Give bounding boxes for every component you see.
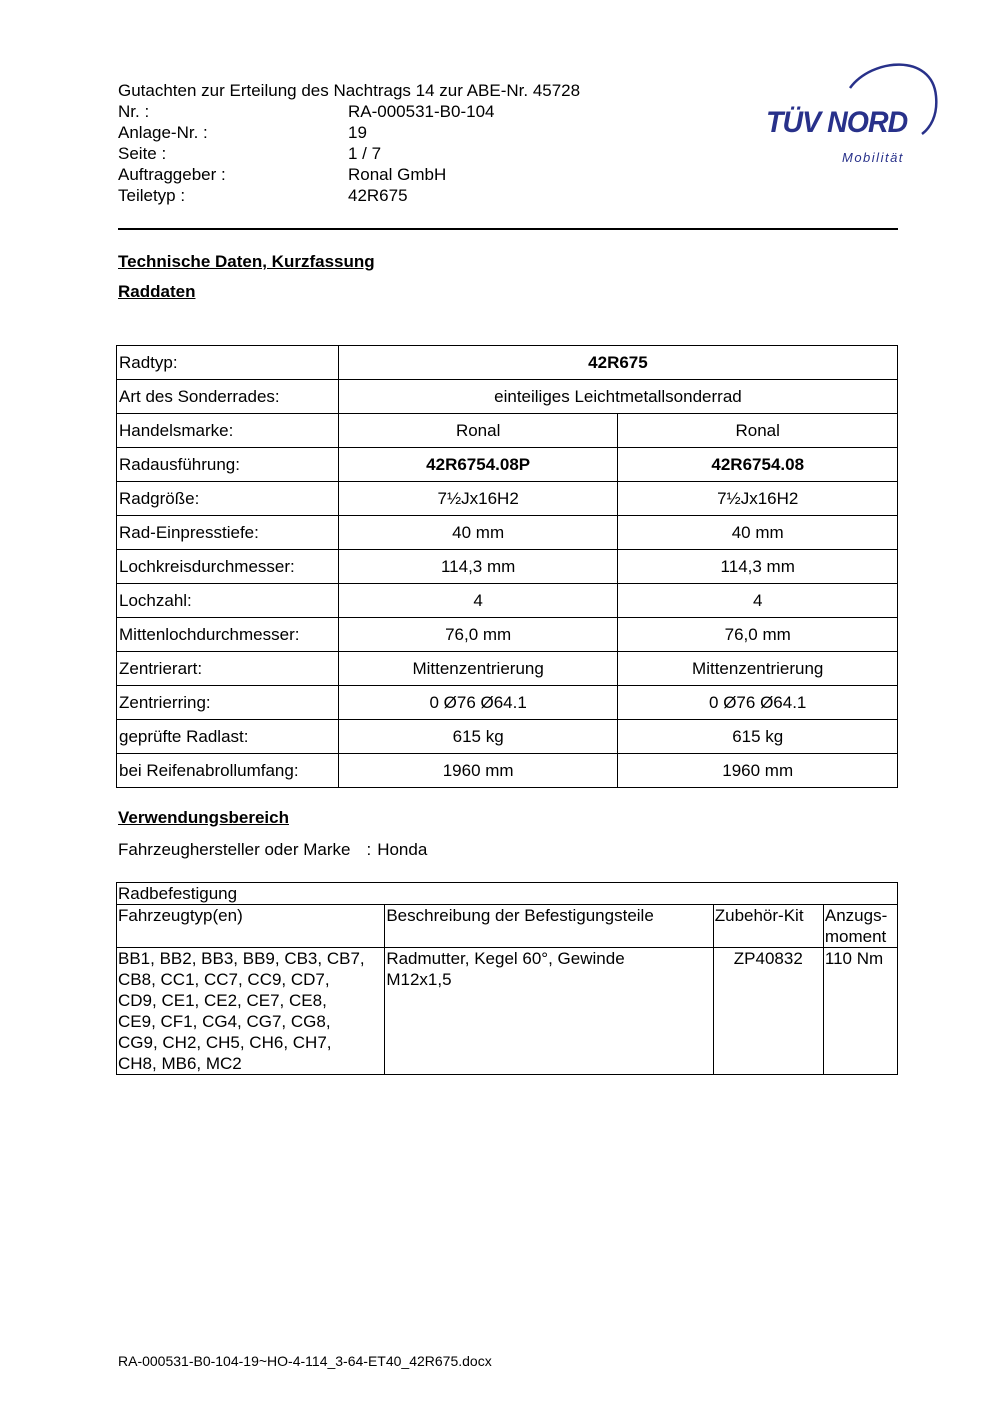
- beschreibung-line: Radmutter, Kegel 60°, Gewinde: [386, 949, 625, 968]
- row-label: Lochzahl:: [117, 584, 339, 618]
- header-beschreibung: Beschreibung der Befestigungsteile: [385, 905, 713, 948]
- footer-filename: RA-000531-B0-104-19~HO-4-114_3-64-ET40_42R675.docx: [118, 1353, 492, 1369]
- header-row-nr: [118, 101, 678, 122]
- header-typ: Fahrzeugtyp(en): [117, 905, 385, 948]
- cell-value: 40 mm: [618, 516, 898, 550]
- cell-value: 114,3 mm: [618, 550, 898, 584]
- header-value: RA-000531-B0-104: [348, 102, 495, 121]
- table-row: [117, 883, 898, 905]
- table-row: [117, 754, 898, 788]
- raddaten-table: [116, 345, 898, 788]
- row-label: Art des Sonderrades:: [117, 380, 339, 414]
- row-label: Lochkreisdurchmesser:: [117, 550, 339, 584]
- art-value: einteiliges Leichtmetallsonderrad: [338, 380, 897, 414]
- cell-value: 1960 mm: [618, 754, 898, 788]
- table-row: [117, 720, 898, 754]
- header-moment: [823, 905, 897, 948]
- cell-value: 1960 mm: [338, 754, 618, 788]
- row-label: Rad-Einpresstiefe:: [117, 516, 339, 550]
- radtyp-value: 42R675: [338, 346, 897, 380]
- row-label: Radtyp:: [117, 346, 339, 380]
- table-row: [117, 652, 898, 686]
- header-divider: [118, 228, 898, 230]
- document-header: [118, 80, 678, 206]
- cell-value: 0 Ø76 Ø64.1: [618, 686, 898, 720]
- header-label: Nr. :: [118, 102, 150, 121]
- header-label: Anlage-Nr. :: [118, 123, 208, 142]
- section-title-verwendung: Verwendungsbereich: [118, 808, 289, 827]
- cell-value: Mittenzentrierung: [618, 652, 898, 686]
- row-label: Zentrierart:: [117, 652, 339, 686]
- header-moment-line2: moment: [824, 927, 887, 946]
- header-value: 1 / 7: [348, 144, 382, 163]
- cell-value: 4: [618, 584, 898, 618]
- beschreibung-line: M12x1,5: [386, 970, 452, 989]
- table-header-row: [117, 905, 898, 948]
- cell-kit: ZP40832: [713, 948, 823, 1075]
- cell-value: 40 mm: [338, 516, 618, 550]
- typ-line: CH8, MB6, MC2: [118, 1054, 242, 1073]
- header-row-auftraggeber: [118, 164, 678, 185]
- table-row: [117, 584, 898, 618]
- cell-value: 4: [338, 584, 618, 618]
- radbefestigung-title: Radbefestigung: [117, 883, 898, 905]
- row-label: Handelsmarke:: [117, 414, 339, 448]
- section-title-tech: Technische Daten, Kurzfassung: [118, 252, 375, 271]
- cell-value: 114,3 mm: [338, 550, 618, 584]
- table-row: [117, 516, 898, 550]
- table-row: [117, 618, 898, 652]
- cell-value: Ronal: [338, 414, 618, 448]
- cell-value: 42R6754.08: [618, 448, 898, 482]
- fahrzeug-value: Honda: [377, 840, 428, 859]
- table-row: [117, 380, 898, 414]
- cell-beschreibung: [385, 948, 713, 1075]
- header-value: 19: [348, 123, 367, 142]
- header-label: Teiletyp :: [118, 186, 186, 205]
- radbefestigung-table: [116, 882, 898, 1075]
- section-title-raddaten: Raddaten: [118, 282, 196, 301]
- logo-subtitle: Mobilität: [842, 150, 904, 165]
- cell-fahrzeugtypen: [117, 948, 385, 1075]
- header-value: Ronal GmbH: [348, 165, 447, 184]
- fahrzeughersteller-line: [118, 840, 427, 860]
- header-row-teiletyp: [118, 185, 678, 206]
- cell-value: 615 kg: [338, 720, 618, 754]
- header-label: Auftraggeber :: [118, 165, 226, 184]
- cell-value: 0 Ø76 Ø64.1: [338, 686, 618, 720]
- row-label: Radgröße:: [117, 482, 339, 516]
- row-label: Radausführung:: [117, 448, 339, 482]
- typ-line: CD9, CE1, CE2, CE7, CE8,: [118, 991, 327, 1010]
- table-row: [117, 482, 898, 516]
- cell-value: Mittenzentrierung: [338, 652, 618, 686]
- fahrzeug-colon: :: [366, 840, 372, 859]
- cell-moment: 110 Nm: [823, 948, 897, 1075]
- cell-value: 7½Jx16H2: [338, 482, 618, 516]
- cell-value: 7½Jx16H2: [618, 482, 898, 516]
- table-row: [117, 686, 898, 720]
- cell-value: 76,0 mm: [338, 618, 618, 652]
- table-row: [117, 414, 898, 448]
- table-row: [117, 948, 898, 1075]
- logo-brand-text: TÜV NORD: [766, 106, 908, 139]
- typ-line: CE9, CF1, CG4, CG7, CG8,: [118, 1012, 331, 1031]
- cell-value: Ronal: [618, 414, 898, 448]
- header-label: Seite :: [118, 144, 167, 163]
- row-label: Zentrierring:: [117, 686, 339, 720]
- table-row: [117, 448, 898, 482]
- cell-value: 76,0 mm: [618, 618, 898, 652]
- typ-line: CB8, CC1, CC7, CC9, CD7,: [118, 970, 330, 989]
- header-row-anlage: [118, 122, 678, 143]
- header-kit: Zubehör-Kit: [713, 905, 823, 948]
- row-label: geprüfte Radlast:: [117, 720, 339, 754]
- header-value: 42R675: [348, 186, 408, 205]
- cell-value: 42R6754.08P: [338, 448, 618, 482]
- typ-line: BB1, BB2, BB3, BB9, CB3, CB7,: [118, 949, 365, 968]
- header-moment-line1: Anzugs-: [824, 906, 888, 925]
- tuv-nord-logo: [762, 58, 942, 170]
- header-title: Gutachten zur Erteilung des Nachtrags 14 zur ABE-Nr. 45728: [118, 81, 581, 100]
- cell-value: 615 kg: [618, 720, 898, 754]
- fahrzeug-label: Fahrzeughersteller oder Marke: [118, 840, 351, 859]
- table-row: [117, 346, 898, 380]
- row-label: Mittenlochdurchmesser:: [117, 618, 339, 652]
- typ-line: CG9, CH2, CH5, CH6, CH7,: [118, 1033, 332, 1052]
- header-row-seite: [118, 143, 678, 164]
- row-label: bei Reifenabrollumfang:: [117, 754, 339, 788]
- table-row: [117, 550, 898, 584]
